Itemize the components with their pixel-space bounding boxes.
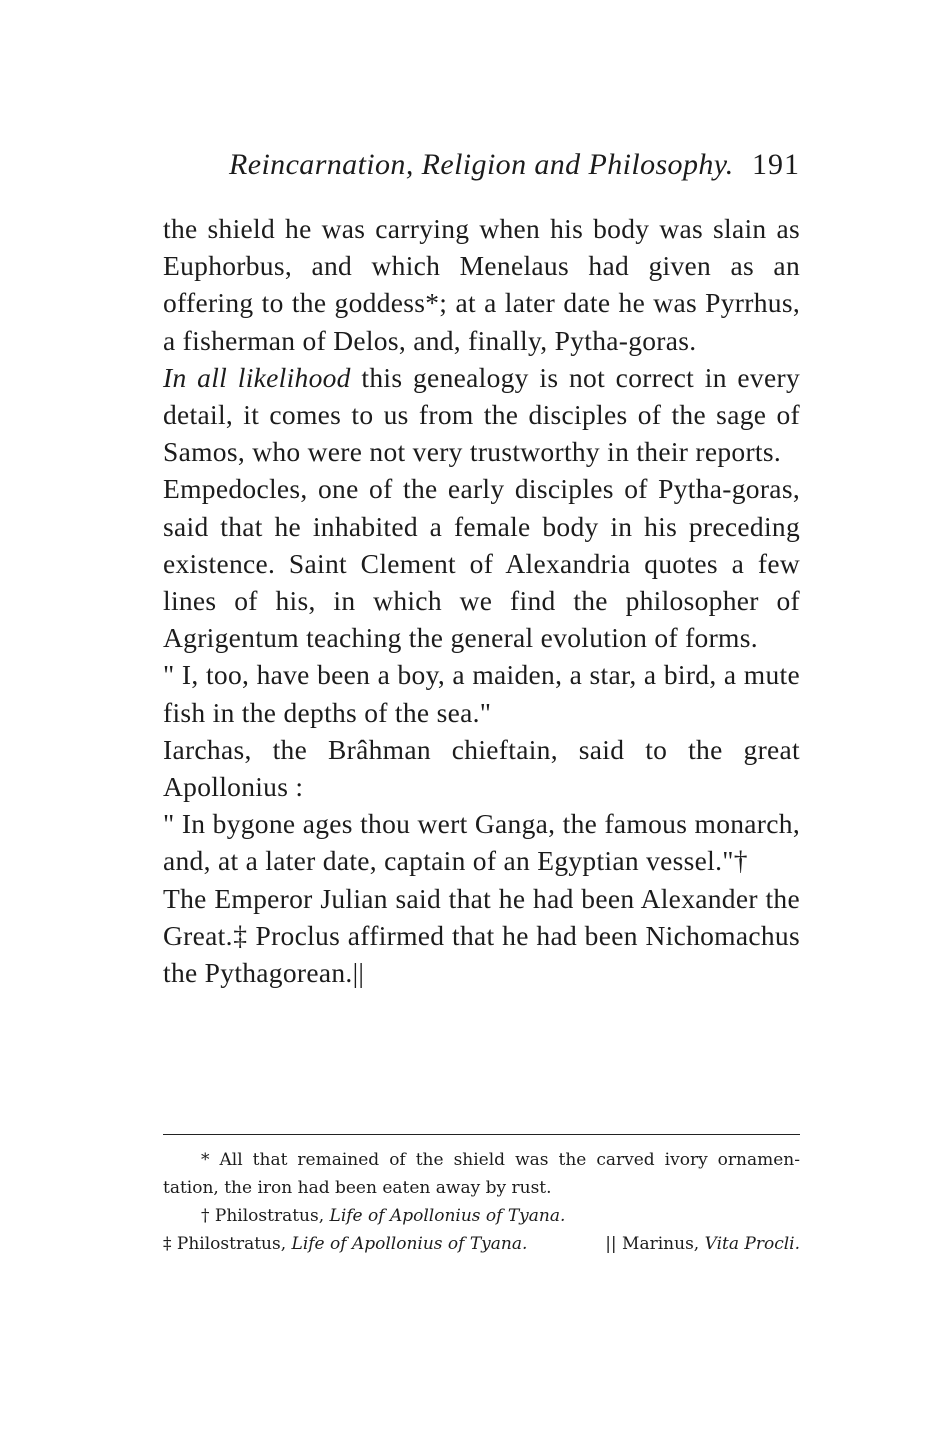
footnote-1: * All that remained of the shield was the carved ivory ornamen-tation, the iron had been eaten away by rust. <box>163 1150 800 1198</box>
footnote-2-author: † Philostratus, <box>201 1206 330 1226</box>
paragraph-2 <box>163 359 800 471</box>
paragraph-3: Empedocles, one of the early disciples of Pytha-goras, said that he inhabited a female body in his preceding existence. Saint Clement of Alexandria quotes a few lines of his, in which we find the philosopher of Agrigentum teaching the general evolution of forms. <box>163 473 800 654</box>
paragraph-4: " I, too, have been a boy, a maiden, a star, a bird, a mute fish in the depths of the sea." <box>163 659 800 728</box>
body-text <box>163 210 800 991</box>
paragraph-6: " In bygone ages thou wert Ganga, the famous monarch, and, at a later date, captain of an Egyptian vessel."† <box>163 808 800 877</box>
paragraph-2-italic: In all likelihood <box>163 361 351 393</box>
footnote-4-title: Vita Procli. <box>704 1234 800 1254</box>
footnote-divider <box>163 1134 800 1135</box>
footnote-4 <box>605 1230 800 1258</box>
footnote-3-4-line <box>163 1230 800 1258</box>
footnote-3-title: Life of Apollonius of Tyana. <box>291 1234 528 1254</box>
footnote-3 <box>163 1230 527 1258</box>
paragraph-5: Iarchas, the Brâhman chieftain, said to the great Apollonius : <box>163 733 800 803</box>
footnote-3-author: ‡ Philostratus, <box>163 1234 292 1254</box>
running-title: Reincarnation, Religion and Philosophy. <box>229 148 734 181</box>
footnote-4-author: || Marinus, <box>605 1234 705 1254</box>
page-number: 191 <box>752 148 800 181</box>
paragraph-2-rest: this genealogy is not correct in every detail, it comes to us from the disciples of the sage of Samos, who were not very trustworthy in their reports. <box>163 361 800 468</box>
page-header <box>163 148 800 188</box>
paragraph-7: The Emperor Julian said that he had been Alexander the Great.‡ Proclus affirmed that he had been Nichomachus the Pythagorean.|| <box>163 882 800 989</box>
footnote-2 <box>163 1202 800 1230</box>
footnote-2-title: Life of Apollonius of Tyana. <box>329 1206 566 1226</box>
footnotes <box>163 1146 800 1258</box>
paragraph-1: the shield he was carrying when his body was slain as Euphorbus, and which Menelaus had given as an offering to the goddess*; at a later date he was Pyrrhus, a fisherman of Delos, and, finally, Pytha-goras. <box>163 213 800 356</box>
